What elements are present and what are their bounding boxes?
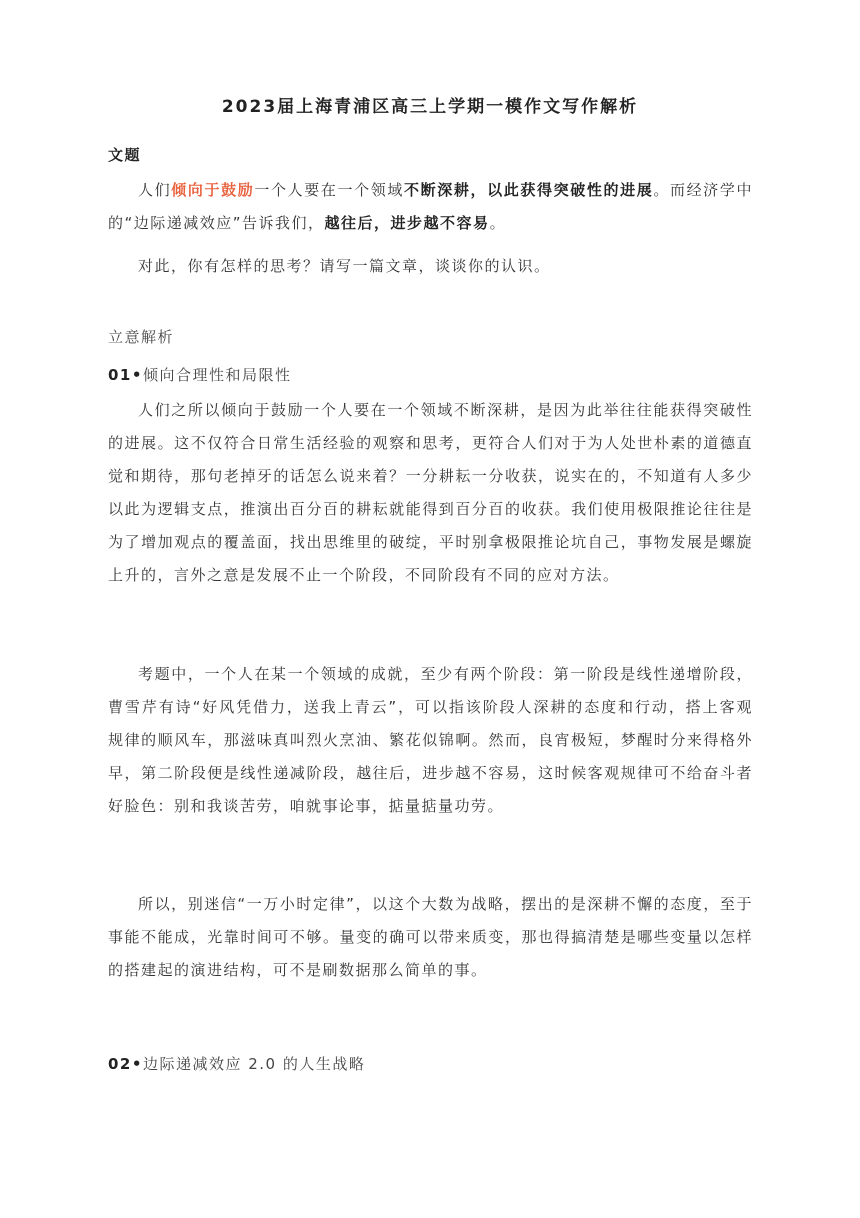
prompt-text-d: 。 xyxy=(489,214,507,232)
prompt-heading: 文题 xyxy=(108,146,142,164)
prompt-paragraph xyxy=(108,174,753,240)
point-2-heading xyxy=(108,1053,753,1074)
prompt-bold-1: 不断深耕，以此获得突破性的进展 xyxy=(403,181,654,199)
analysis-paragraph-3: 所以，别迷信“一万小时定律”，以这个大数为战略，摆出的是深耕不懈的态度，至于事能不能成，光靠时间可不够。量变的确可以带来质变，那也得搞清楚是哪些变量以怎样的搭建起的演进结构，可不是刷数据那么简单的事。 xyxy=(108,895,753,979)
prompt-highlight: 倾向于鼓励 xyxy=(171,181,255,199)
point-1-number: 01• xyxy=(108,366,143,384)
prompt-question: 对此，你有怎样的思考？请写一篇文章，谈谈你的认识。 xyxy=(138,257,551,275)
analysis-heading: 立意解析 xyxy=(108,328,175,346)
prompt-text-b: 一个人要在一个领域 xyxy=(254,181,404,199)
point-2-number: 02• xyxy=(108,1055,143,1073)
point-2-title: 边际递减效应 2.0 的人生战略 xyxy=(142,1055,366,1073)
prompt-bold-2: 越往后，进步越不容易 xyxy=(324,214,490,232)
prompt-text-a: 人们 xyxy=(138,181,172,199)
analysis-paragraph-2: 考题中，一个人在某一个领域的成就，至少有两个阶段：第一阶段是线性递增阶段，曹雪芹有诗“好风凭借力，送我上青云”，可以指该阶段人深耕的态度和行动，搭上客观规律的顺风车，那滋味真叫烈火烹油、繁花似锦啊。然而，良宵极短，梦醒时分来得格外早，第二阶段便是线性递减阶段，越往后，进步越不容易，这时候客观规律可不给奋斗者好脸色：别和我谈苦劳，咱就事论事，掂量掂量功劳。 xyxy=(108,665,753,815)
analysis-paragraph-1: 人们之所以倾向于鼓励一个人要在一个领域不断深耕，是因为此举往往能获得突破性的进展。这不仅符合日常生活经验的观察和思考，更符合人们对于为人处世朴素的道德直觉和期待，那句老掉牙的话怎么说来着？一分耕耘一分收获，说实在的，不知道有人多少以此为逻辑支点，推演出百分百的耕耘就能得到百分百的收获。我们使用极限推论往往是为了增加观点的覆盖面，找出思维里的破绽，平时别拿极限推论坑自己，事物发展是螺旋上升的，言外之意是发展不止一个阶段，不同阶段有不同的应对方法。 xyxy=(108,401,753,584)
document-title: 2023届上海青浦区高三上学期一模作文写作解析 xyxy=(221,97,639,117)
prompt-text-c: 。而经济学中的“边际递减效应”告诉我们， xyxy=(108,181,753,232)
point-1-title: 倾向合理性和局限性 xyxy=(142,366,292,384)
point-1-heading xyxy=(108,364,753,385)
